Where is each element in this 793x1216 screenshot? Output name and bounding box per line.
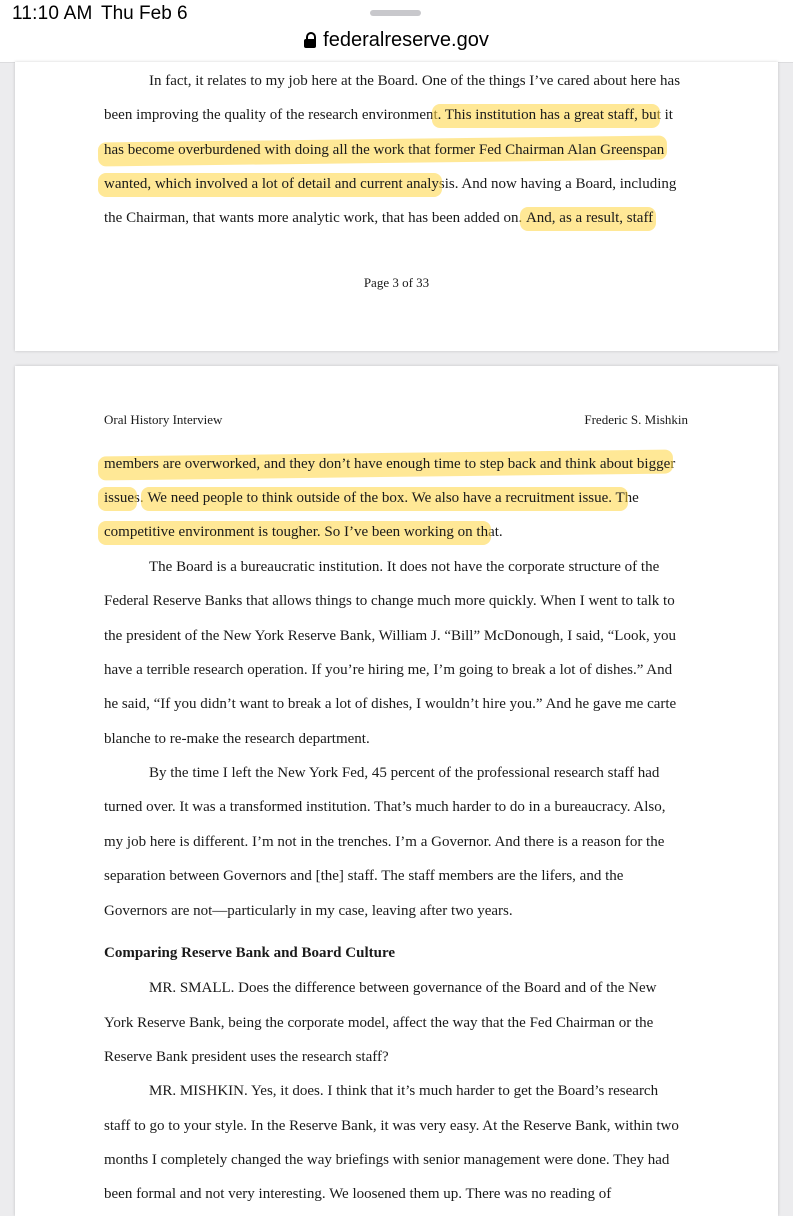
text-span: been formal and not very interesting. We loosened them up. There was no reading of xyxy=(104,1186,612,1202)
highlighted-text: And, as a result, staff xyxy=(525,210,654,226)
text-span: The Board is a bureaucratic institution. It does not have the corporate structure of the xyxy=(149,559,660,575)
highlighted-text: has become overburdened with doing all the work that former Fed Chairman Alan Greenspan xyxy=(104,142,665,158)
multitask-grabber[interactable] xyxy=(370,10,421,16)
highlighted-text: competitive environment is tougher. So I’ve been working on th xyxy=(104,524,489,540)
text-line xyxy=(104,662,672,679)
text-span: t it xyxy=(656,107,673,123)
text-line xyxy=(104,696,676,713)
text-span: Federal Reserve Banks that allows things to change much more quickly. When I went to talk to xyxy=(104,593,675,609)
text-line xyxy=(104,1118,679,1135)
text-line xyxy=(104,1015,653,1032)
text-span: been improving the quality of the research environment xyxy=(104,107,438,123)
page-number: Page 3 of 33 xyxy=(363,275,430,290)
highlighted-text: We need people to think outside of the box. We also have a recruitment issue. T xyxy=(147,490,625,506)
text-span: the Chairman, that wants more analytic work, that has been added on. xyxy=(104,210,526,226)
text-span: York Reserve Bank, being the corporate model, affect the way that the Fed Chairman or the xyxy=(104,1015,654,1031)
highlighted-text: . This institution has a great staff, bu xyxy=(437,107,657,123)
text-line xyxy=(104,593,675,610)
text-span: By the time I left the New York Fed, 45 percent of the professional research staff had xyxy=(149,765,660,781)
text-span: months I completely changed the way briefings with senior management were done. They had xyxy=(104,1152,670,1168)
text-span: MR. SMALL. Does the difference between governance of the Board and of the New xyxy=(149,980,657,996)
text-span: staff to go to your style. In the Reserve Bank, it was very easy. At the Reserve Bank, within two xyxy=(104,1118,679,1134)
text-line xyxy=(149,765,659,782)
text-span: sis. And now having a Board, including xyxy=(438,176,677,192)
text-span: he xyxy=(624,490,639,506)
running-header-left: Oral History Interview xyxy=(104,412,223,427)
url-text[interactable]: federalreserve.gov xyxy=(323,28,489,51)
text-span: at. xyxy=(488,524,503,540)
text-line xyxy=(104,1152,669,1169)
text-line xyxy=(149,980,656,997)
text-line xyxy=(104,1049,389,1066)
text-span: my job here is different. I’m not in the trenches. I’m a Governor. And there is a reason for the xyxy=(104,834,665,850)
running-header-right: Frederic S. Mishkin xyxy=(584,412,688,427)
text-line xyxy=(149,1083,658,1100)
text-span: blanche to re-make the research department. xyxy=(104,731,370,747)
text-line xyxy=(104,834,664,851)
highlighted-text: members are overworked, and they don’t have enough time to step back and think about bigge xyxy=(104,456,671,472)
text-line xyxy=(104,524,503,541)
address-bar[interactable] xyxy=(0,26,793,54)
text-span: turned over. It was a transformed institution. That’s much harder to do in a bureaucracy. Also, xyxy=(104,799,666,815)
text-span: he said, “If you didn’t want to break a lot of dishes, I wouldn’t hire you.” And he gave me carte xyxy=(104,696,677,712)
text-span: have a terrible research operation. If you’re hiring me, I’m going to break a lot of dishes.” And xyxy=(104,662,673,678)
text-span: Reserve Bank president uses the research staff? xyxy=(104,1049,389,1065)
text-span: separation between Governors and [the] staff. The staff members are the lifers, and the xyxy=(104,868,624,884)
text-line xyxy=(104,868,623,885)
text-line xyxy=(104,456,675,473)
text-line xyxy=(104,107,673,124)
text-line xyxy=(104,1186,611,1203)
text-span: s. xyxy=(134,490,148,506)
lock-icon xyxy=(304,32,316,48)
browser-chrome xyxy=(0,0,793,63)
text-line xyxy=(149,73,680,90)
text-line xyxy=(104,799,666,816)
text-line xyxy=(104,490,639,507)
document-page-3 xyxy=(15,62,778,351)
text-line xyxy=(104,176,676,193)
status-time: 11:10 AM xyxy=(12,3,93,24)
text-line xyxy=(104,210,653,227)
document-page-4 xyxy=(15,366,778,1216)
text-line xyxy=(104,731,370,748)
text-line xyxy=(104,628,676,645)
highlighted-text: issue xyxy=(104,490,134,506)
text-line xyxy=(104,903,513,920)
highlighted-text: wanted, which involved a lot of detail and current analy xyxy=(104,176,439,192)
section-heading: Comparing Reserve Bank and Board Culture xyxy=(104,945,395,961)
text-span: the president of the New York Reserve Bank, William J. “Bill” McDonough, I said, “Look, you xyxy=(104,628,676,644)
text-span: In fact, it relates to my job here at the Board. One of the things I’ve cared about here has xyxy=(149,73,681,89)
text-span: Governors are not—particularly in my case, leaving after two years. xyxy=(104,903,513,919)
text-line xyxy=(149,559,659,576)
text-span: r xyxy=(670,456,676,472)
text-line xyxy=(104,142,664,159)
text-span: MR. MISHKIN. Yes, it does. I think that it’s much harder to get the Board’s research xyxy=(149,1083,659,1099)
status-date: Thu Feb 6 xyxy=(101,3,188,24)
